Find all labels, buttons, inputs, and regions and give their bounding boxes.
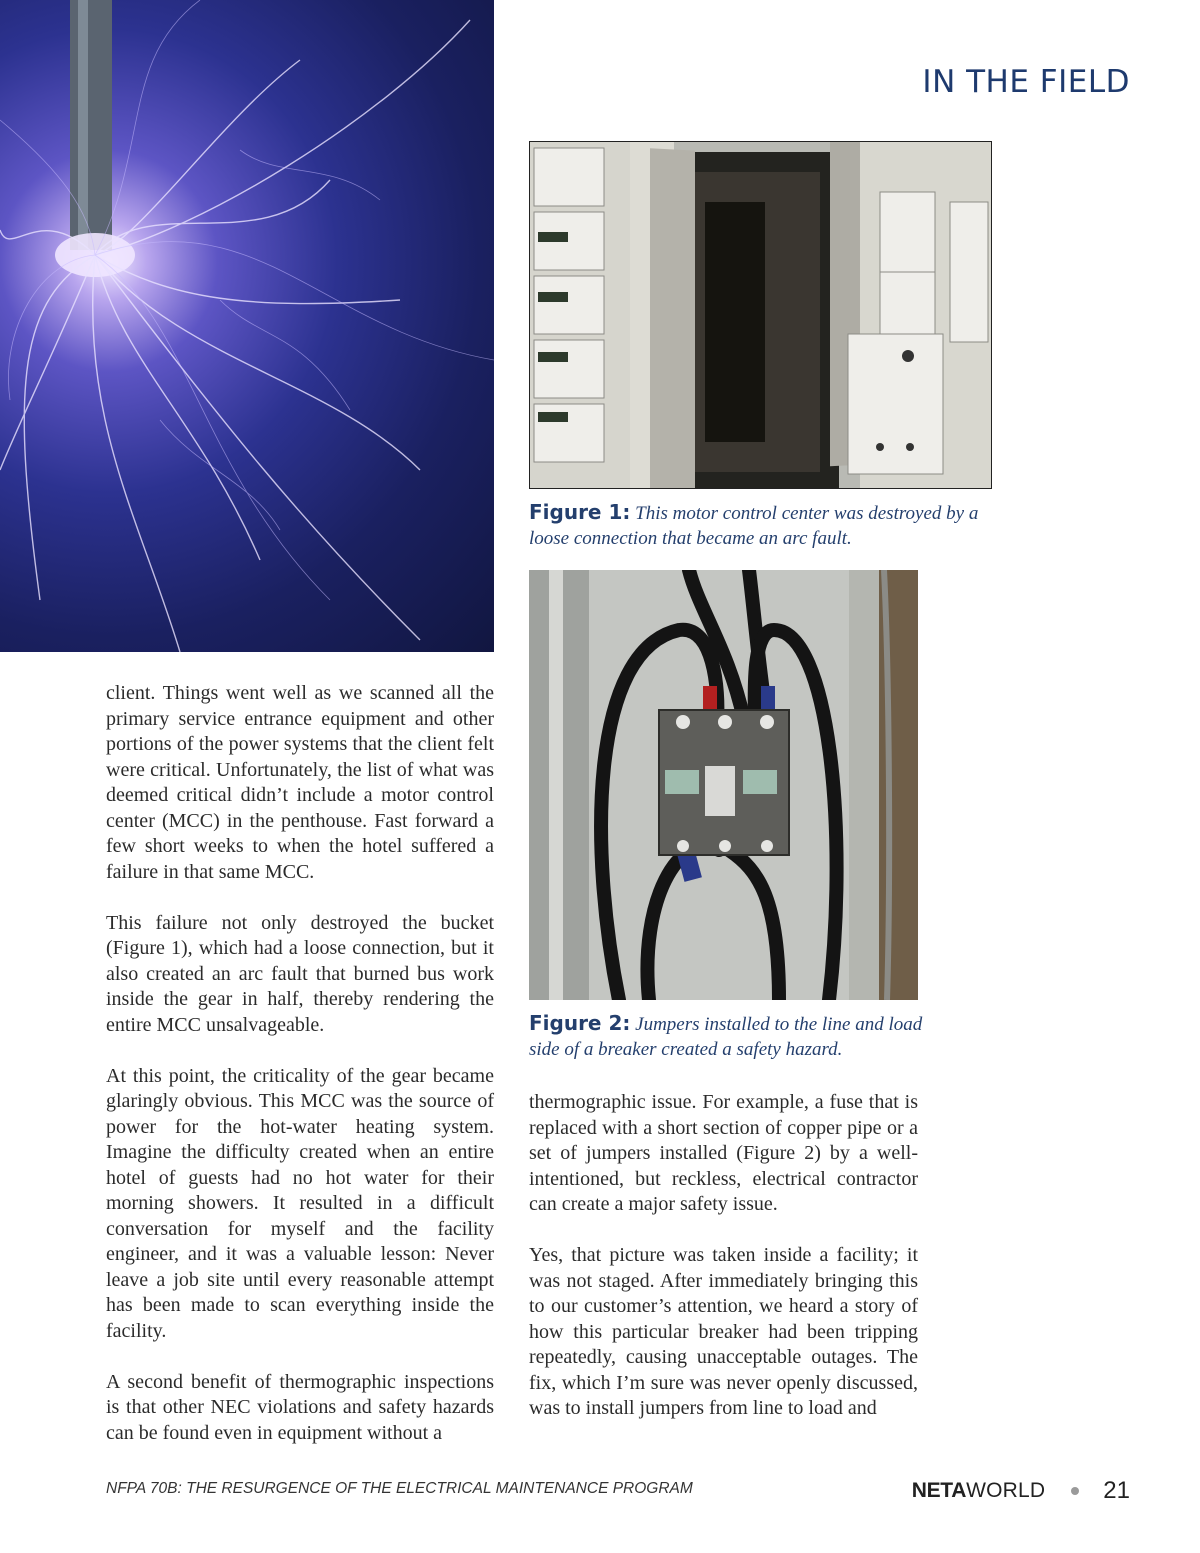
figure-2-caption-text: Jumpers installed to the line and load side of a breaker created a safety hazard.	[529, 1014, 923, 1060]
page-number: 21	[1103, 1477, 1130, 1504]
brand-logo-light: WORLD	[966, 1479, 1046, 1502]
article-column-right	[529, 1090, 918, 1447]
figure-1-caption-text: This motor control center was destroyed by a loose connection that became an arc fault.	[529, 503, 979, 549]
separator-dot-icon	[1071, 1487, 1079, 1495]
running-title: NFPA 70B: THE RESURGENCE OF THE ELECTRICAL MAINTENANCE PROGRAM	[106, 1480, 693, 1497]
figure-1-caption	[529, 500, 999, 551]
figure-2-caption	[529, 1011, 929, 1062]
article-column-left	[106, 681, 494, 1472]
plasma-lightning-image	[0, 0, 494, 652]
body-paragraph: A second benefit of thermographic inspections is that other NEC violations and safety hazards can be found even in equipment without a	[106, 1370, 494, 1444]
figure-1-label: Figure 1:	[529, 500, 631, 524]
figure-2-photo	[529, 570, 918, 1000]
body-paragraph: This failure not only destroyed the bucket (Figure 1), which had a loose connection, but it also created an arc fault that burned bus work inside the gear in half, thereby rendering the entire MCC unsalvageable.	[106, 911, 494, 1036]
body-paragraph: thermographic issue. For example, a fuse that is replaced with a short section of copper pipe or a set of jumpers installed (Figure 2) by a well-intentioned, but reckless, electrical contractor can create a major safety issue.	[529, 1091, 918, 1215]
brand-logo-bold: NETA	[911, 1479, 967, 1502]
body-paragraph: Yes, that picture was taken inside a facility; it was not staged. After immediately bringing this to our customer’s attention, we heard a story of how this particular breaker had been tripping repeatedly, causing unacceptable outages. The fix, which I’m sure was never openly discussed, was to install jumpers from line to load and	[529, 1244, 918, 1419]
figure-1-photo	[529, 141, 992, 489]
body-paragraph: At this point, the criticality of the gear became glaringly obvious. This MCC was the source of power for the hot-water heating system. Imagine the difficulty created when an entire hotel of guests had no hot water for their morning showers. It resulted in a difficult conversation for myself and the facility engineer, and it was a valuable lesson: Never leave a job site until every reasonable attempt has been made to scan everything inside the facility.	[106, 1064, 494, 1342]
figure-2-label: Figure 2:	[529, 1011, 631, 1035]
section-title: IN THE FIELD	[922, 64, 1130, 100]
body-paragraph: client. Things went well as we scanned all the primary service entrance equipment and other portions of the power systems that the client felt were critical. Unfortunately, the list of what was deemed critical didn’t include a motor control center (MCC) in the penthouse. Fast forward a few short weeks to when the hotel suffered a failure in that same MCC.	[106, 682, 494, 883]
footer-brand-block	[912, 1477, 1130, 1505]
lightning-strands-graphic	[0, 0, 494, 652]
